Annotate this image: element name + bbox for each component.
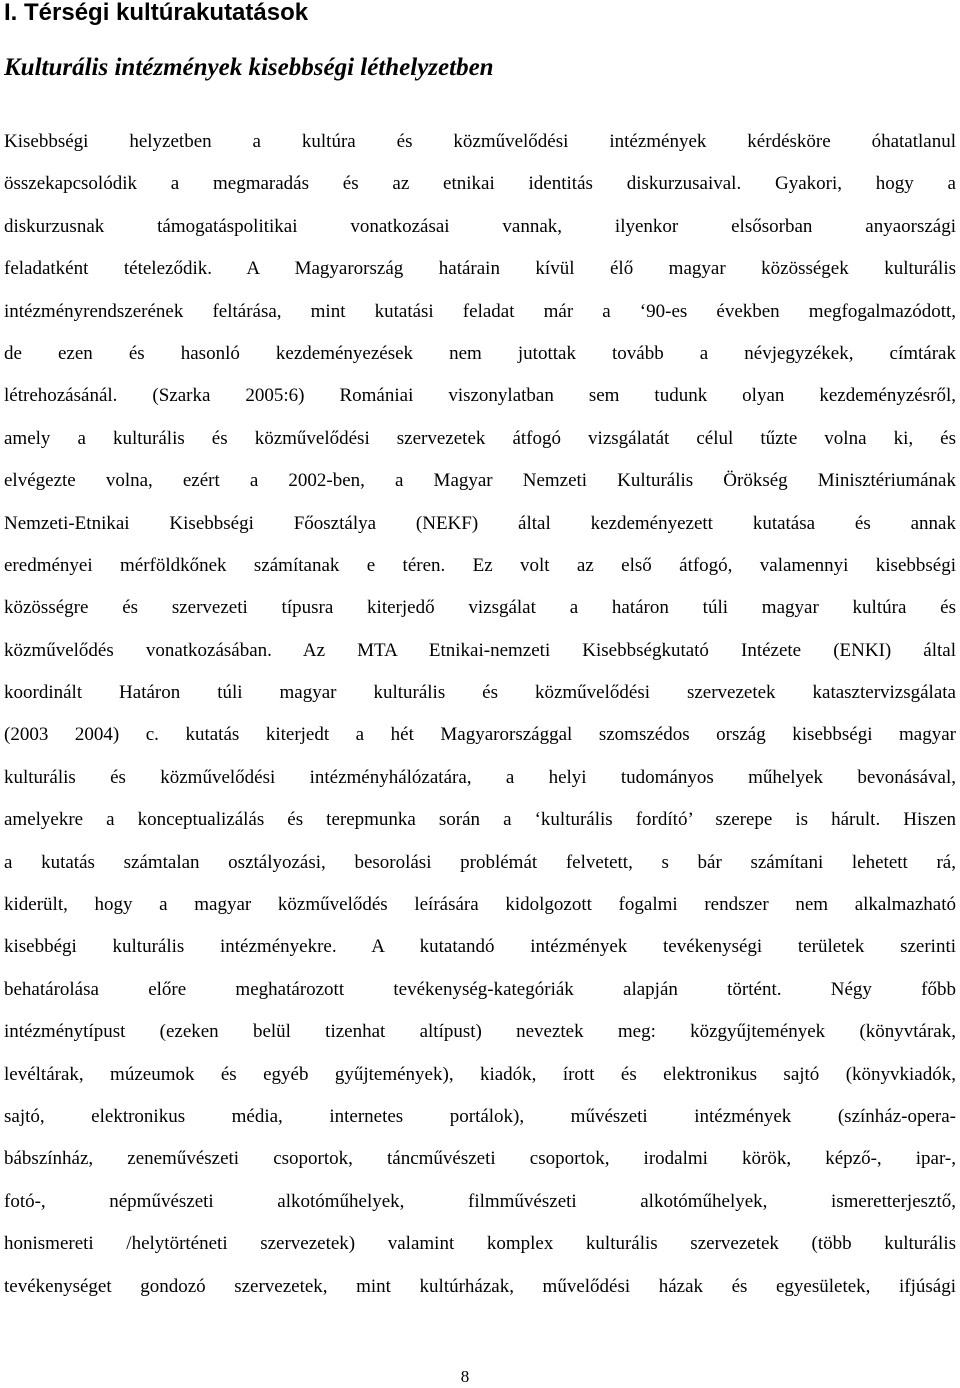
paragraph-line: kiderült, hogy a magyar közművelődés leírására kidolgozott fogalmi rendszer nem alkalmazható xyxy=(4,894,956,916)
paragraph-line: bábszínház, zeneművészeti csoportok, táncművészeti csoportok, irodalmi körök, képző-, ipar-, xyxy=(4,1148,956,1170)
paragraph-line: honismereti /helytörténeti szervezetek) valamint komplex kulturális szervezetek (több kulturális xyxy=(4,1233,956,1255)
paragraph-line: eredményei mérföldkőnek számítanak e téren. Ez volt az első átfogó, valamennyi kisebbségi xyxy=(4,554,956,576)
paragraph-line: elvégezte volna, ezért a 2002-ben, a Magyar Nemzeti Kulturális Örökség Minisztériumának xyxy=(4,470,956,492)
paragraph-line: diskurzusnak támogatáspolitikai vonatkozásai vannak, ilyenkor elsősorban anyaországi xyxy=(4,215,956,237)
paragraph-line: kisebbégi kulturális intézményekre. A kutatandó intézmények tevékenységi területek szerinti xyxy=(4,936,956,958)
paragraph-line: sajtó, elektronikus média, internetes portálok), művészeti intézmények (színház-opera- xyxy=(4,1105,956,1127)
page-number: 8 xyxy=(460,1367,470,1386)
paragraph-line: közösségre és szervezeti típusra kiterjedő vizsgálat a határon túli magyar kultúra és xyxy=(4,597,956,619)
paragraph-line: közművelődés vonatkozásában. Az MTA Etnikai-nemzeti Kisebbségkutató Intézete (ENKI) által xyxy=(4,639,956,661)
paragraph-line: létrehozásánál. (Szarka 2005:6) Romániai viszonylatban sem tudunk olyan kezdeményzésről, xyxy=(4,385,956,407)
paragraph-line: intézményrendszerének feltárása, mint kutatási feladat már a ‘90-es években megfogalmazódott, xyxy=(4,300,956,322)
paragraph-line: Nemzeti-Etnikai Kisebbségi Főosztálya (NEKF) által kezdeményezett kutatása és annak xyxy=(4,512,956,534)
paragraph-line: (2003 2004) c. kutatás kiterjedt a hét Magyarországgal szomszédos ország kisebbségi magyar xyxy=(4,724,956,746)
paragraph-line: Kisebbségi helyzetben a kultúra és közművelődési intézmények kérdésköre óhatatlanul xyxy=(4,131,956,152)
paragraph-line: tevékenységet gondozó szervezetek, mint kultúrházak, művelődési házak és egyesületek, ifjúsági xyxy=(4,1275,956,1297)
paragraph-line: fotó-, népművészeti alkotóműhelyek, filmművészeti alkotóműhelyek, ismeretterjesztő, xyxy=(4,1190,956,1212)
paragraph-line: koordinált Határon túli magyar kulturális és közművelődési szervezetek katasztervizsgálata xyxy=(4,682,956,704)
paragraph-line: behatárolása előre meghatározott tevékenység-kategóriák alapján történt. Négy főbb xyxy=(4,978,956,1000)
paragraph-line: intézménytípust (ezeken belül tizenhat altípust) neveztek meg: közgyűjtemények (könyvtárak, xyxy=(4,1021,956,1043)
paragraph-line: de ezen és hasonló kezdeményezések nem jutottak tovább a névjegyzékek, címtárak xyxy=(4,342,956,364)
paragraph-line: feladatként tételeződik. A Magyarország határain kívül élő magyar közösségek kulturális xyxy=(4,258,956,280)
paragraph-line: amelyekre a konceptualizálás és terepmunka során a ‘kulturális fordító’ szerepe is hárult. Hiszen xyxy=(4,809,956,831)
section-heading: Kulturális intézmények kisebbségi léthelyzetben xyxy=(4,54,494,81)
paragraph-line: kulturális és közművelődési intézményhálózatára, a helyi tudományos műhelyek bevonásával, xyxy=(4,766,956,788)
chapter-heading: I. Térségi kultúrakutatások xyxy=(4,0,309,26)
paragraph-line: összekapcsolódik a megmaradás és az etnikai identitás diskurzusaival. Gyakori, hogy a xyxy=(4,173,956,195)
paragraph-line: amely a kulturális és közművelődési szervezetek átfogó vizsgálatát célul tűzte volna ki, és xyxy=(4,427,956,449)
paragraph-line: levéltárak, múzeumok és egyéb gyűjtemények), kiadók, írott és elektronikus sajtó (könyvkiadók, xyxy=(4,1063,956,1085)
body-paragraph xyxy=(4,121,956,1308)
paragraph-line: a kutatás számtalan osztályozási, besorolási problémát felvetett, s bár számítani lehetett rá, xyxy=(4,851,956,873)
